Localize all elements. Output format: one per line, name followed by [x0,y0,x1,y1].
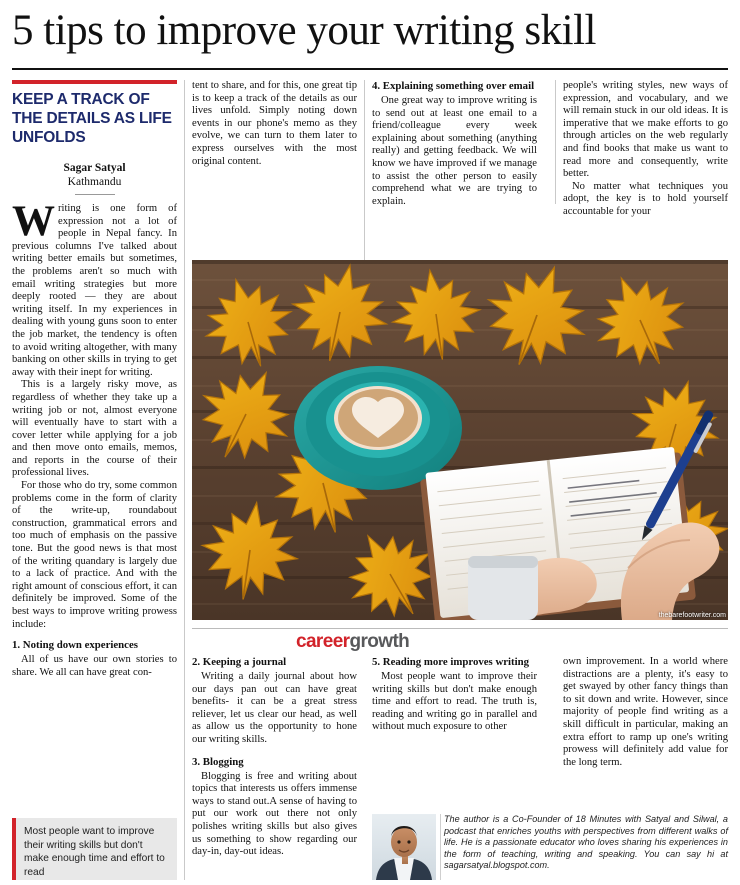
subheading: 3. Blogging [192,755,244,768]
column-two-bottom [192,656,357,859]
kicker-accent-bar [12,80,177,84]
column-one-body [12,198,177,679]
paragraph: One great way to improve writing is to send out at least one email to a friend/colleague every week explaining about something (anything really) and getting feedback. We will know we have improved if we manage to assist the other person to easily comprehend what we are trying to explain. [372,95,537,207]
subheading: 4. Explaining something over email [372,80,535,92]
column-four-bottom [563,656,728,769]
masthead [12,6,728,62]
byline [12,161,177,189]
column-three-bottom [372,656,537,734]
article-photo [192,260,728,620]
article-columns [12,80,728,880]
masthead-divider [12,68,728,70]
column-three-top [372,80,537,208]
section-brand [296,631,409,653]
paragraph: For those who do try, some common problems come in the form of clarity of the write-up, roundabout construction, grammatical errors and too much of emphasis on the passive tone. But the good news is that most of the writing quandary is largely due to a lack of practice. And with the right amount of conscious effort, it can definitely be improved. Some of the best ways to improve writing prowess include: [12,480,177,630]
author-avatar [372,814,436,880]
paragraph: Blogging is free and writing about topics that interests us offers immense ways to stand out.A sense of having to put our work out there not only polishes writing skills but also gives us something to show regarding our day-in, day-out ideas. [192,770,357,858]
paragraph: Writing is one form of expression not a lot of people in Nepal fancy. In previous columns I've talked about writing better emails but sometimes, the problems aren't so much with email writing strategies but more deeply rooted — they are about writing itself. In my experiences in dealing with young guns soon to enter the job market, the tendency is often to avoid writing altogether, with many banking on other skills in trying to get away with their inept for writing. [12,198,177,378]
pull-quote-box [12,818,177,880]
article-kicker: KEEP A TRACK OF THE DETAILS AS LIFE UNFOLDS [12,91,172,146]
paragraph: own improvement. In a world where distractions are a plenty, it's easy to get swayed by other fancy things than to sit down and write. However, since majority of people find writing as a skill difficult in particular, making an extra effort to ramp up one's writing prowess will definitely add value for the long term. [563,656,728,768]
paragraph: This is a largely risky move, as regardless of whether they take up a writing job or not, almost everyone will eventually have to start with a cover letter while applying for a job and then move onto emails, memos, and reports in the course of their professional lives. [12,379,177,479]
author-bio-text: The author is a Co-Founder of 18 Minutes with Satyal and Silwal, a podcast that enriches youths with perspectives from different walks of life. He is a passionate educator who loves sharing his experiences in the form of teaching, writing and speaking. You can say hi at sagarsatyal.blogspot.com. [444,814,728,871]
photo-illustration [192,260,728,620]
paragraph: people's writing styles, new ways of expression, and vocabulary, and we will remain stuck in our old ideas. It is imperative that we make efforts to go through articles on the web regularly and find books that make us want to read more and consequently, write better. [563,80,728,180]
column-divider-1 [184,80,185,880]
paragraph: All of us have our own stories to share. We all can have great con- [12,654,177,678]
author-portrait [372,814,436,880]
column-two-bottom-body [192,671,357,859]
column-two-top [192,80,357,168]
column-two-top-body [192,80,357,168]
column-four-top-body [563,80,728,219]
pull-quote-text: Most people want to improve their writing skills but don't make enough time and effort to read [24,826,165,878]
column-three-bottom-body [372,671,537,734]
page-title: 5 tips to improve your writing skill [12,7,596,54]
section-brand-bar [192,628,728,654]
paragraph: Most people want to improve their writing skills but don't make enough time and effort to read. The truth is, reading and writing go in parallel and without much exposure to other [372,671,537,733]
byline-divider [75,194,115,195]
bio-divider [440,814,441,880]
column-divider-3 [555,80,556,204]
column-four-top [563,80,728,219]
brand-divider [192,628,728,629]
column-three-top-body [372,95,537,208]
photo-credit: thebarefootwriter.com [658,612,726,619]
subheading: 1. Noting down experiences [12,639,138,652]
paragraph: No matter what techniques you adopt, the key is to hold yourself accountable for your [563,180,728,217]
subheading: 2. Keeping a journal [192,656,287,668]
column-one [12,80,177,679]
paragraph: Writing a daily journal about how our days pan out can have great benefits- it can be a great stress reliever, let us clear our head, as well as allow us the opportunity to hone our writing skills. [192,671,357,745]
byline-author: Sagar Satyal [63,162,126,174]
brand-part-career: career [296,631,350,652]
subheading: 5. Reading more improves writing [372,656,530,668]
column-four-bottom-body [563,656,728,769]
byline-location: Kathmandu [67,176,122,188]
brand-part-growth: growth [349,631,410,652]
paragraph: tent to share, and for this, one great tip is to keep a track of the details as our lives unfold. Simply noting down events in our phone's memo as they evolve, we can turn to them later to express ourselves with the most original content. [192,80,357,167]
author-bio [372,814,728,880]
